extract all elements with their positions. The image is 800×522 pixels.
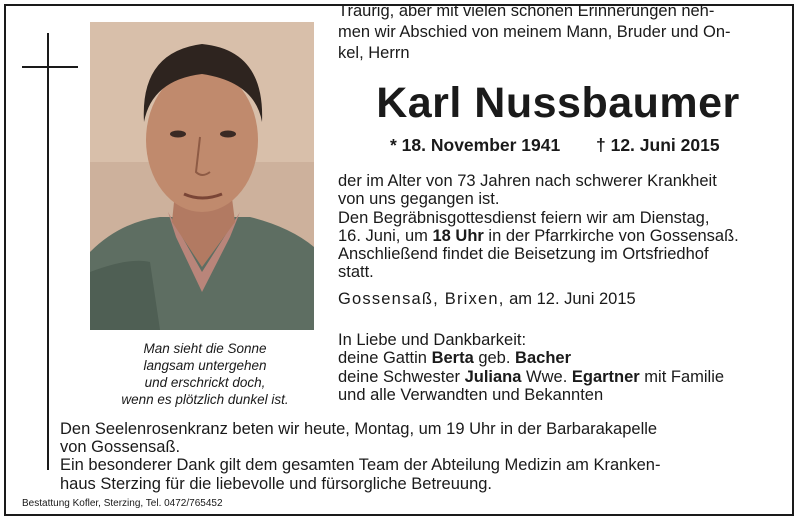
place-location: Gossensaß, Brixen, bbox=[338, 290, 505, 308]
signature-line: und alle Verwandten und Bekannten bbox=[338, 385, 604, 404]
body-line: statt. bbox=[338, 263, 374, 282]
service-time: 18 Uhr bbox=[432, 226, 484, 245]
portrait-photo bbox=[90, 22, 314, 330]
sig-name: Bacher bbox=[515, 349, 571, 368]
body-line bbox=[338, 227, 778, 245]
intro-line: men wir Abschied von meinem Mann, Bruder und On- bbox=[338, 23, 731, 41]
sig-text: Wwe. bbox=[521, 367, 572, 386]
announcement-text bbox=[338, 172, 778, 282]
signature-line bbox=[338, 368, 778, 386]
funeral-home-footer: Bestattung Kofler, Sterzing, Tel. 0472/765452 bbox=[22, 498, 223, 509]
sig-text: geb. bbox=[473, 349, 516, 368]
closing-line: haus Sterzing für die liebevolle und fürsorgliche Betreuung. bbox=[60, 474, 493, 493]
sig-text: deine Schwester bbox=[338, 367, 465, 386]
body-line: von uns gegangen ist. bbox=[338, 190, 500, 209]
body-line: der im Alter von 73 Jahren nach schwerer Krankheit bbox=[338, 172, 717, 190]
body-line: Anschließend findet die Beisetzung im Ortsfriedhof bbox=[338, 245, 709, 264]
poem-line: Man sieht die Sonne bbox=[143, 341, 267, 356]
body-line: Den Begräbnisgottesdienst feiern wir am Dienstag, bbox=[338, 208, 710, 227]
poem-line: wenn es plötzlich dunkel ist. bbox=[121, 392, 289, 407]
sig-name: Berta bbox=[431, 349, 474, 368]
intro-text bbox=[338, 1, 778, 64]
closing-line: von Gossensaß. bbox=[60, 438, 181, 457]
sig-text: deine Gattin bbox=[338, 349, 432, 368]
sig-text: mit Familie bbox=[639, 367, 725, 386]
death-date: † 12. Juni 2015 bbox=[596, 135, 720, 155]
place-date-text: am 12. Juni 2015 bbox=[504, 290, 636, 308]
closing-text bbox=[60, 420, 780, 493]
intro-line: kel, Herrn bbox=[338, 44, 410, 62]
body-text: in der Pfarrkirche von Gossensaß. bbox=[483, 226, 739, 245]
closing-line: Den Seelenrosenkranz beten wir heute, Montag, um 19 Uhr in der Barbarakapelle bbox=[60, 420, 658, 438]
body-text: 16. Juni, um bbox=[338, 226, 433, 245]
sig-name: Juliana bbox=[464, 367, 522, 386]
deceased-name: Karl Nussbaumer bbox=[376, 79, 740, 127]
signature-line bbox=[338, 349, 778, 367]
intro-line: Traurig, aber mit vielen schönen Erinnerungen neh- bbox=[338, 2, 715, 20]
place-date bbox=[338, 289, 778, 309]
cross-icon bbox=[47, 33, 49, 470]
signature-line: In Liebe und Dankbarkeit: bbox=[338, 331, 527, 349]
birth-date: * 18. November 1941 bbox=[390, 135, 561, 155]
cross-icon-bar bbox=[22, 66, 78, 68]
signature-block bbox=[338, 331, 778, 404]
poem-line: und erschrickt doch, bbox=[144, 375, 266, 390]
poem-line: langsam untergehen bbox=[143, 358, 267, 373]
sig-name: Egartner bbox=[571, 367, 640, 386]
closing-line: Ein besonderer Dank gilt dem gesamten Team der Abteilung Medizin am Kranken- bbox=[60, 456, 661, 475]
poem bbox=[90, 340, 320, 408]
